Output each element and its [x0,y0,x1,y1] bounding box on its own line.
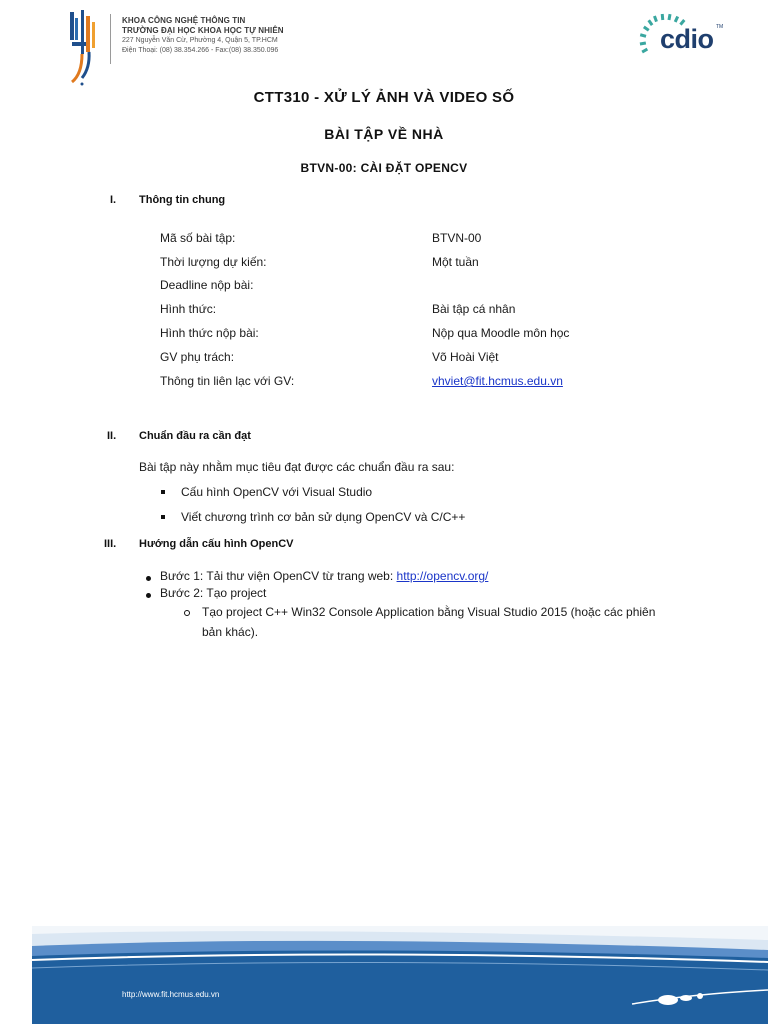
instructor-email-link[interactable]: vhviet@fit.hcmus.edu.vn [432,374,563,388]
section-2-intro: Bài tập này nhằm mục tiêu đạt được các chuẩn đầu ra sau: [139,460,455,474]
square-bullet-icon [161,490,165,494]
footer-website-url: http://www.fit.hcmus.edu.vn [122,990,220,999]
section-1-title: Thông tin chung [139,194,226,206]
course-title: CTT310 - XỬ LÝ ẢNH VÀ VIDEO SỐ [253,89,515,106]
info-label-duration: Thời lượng dự kiến: [160,255,267,269]
info-value-instructor: Võ Hoài Việt [432,350,499,364]
org-university: TRƯỜNG ĐẠI HỌC KHOA HỌC TỰ NHIÊN [122,26,284,35]
info-label-deadline: Deadline nộp bài: [160,278,254,292]
section-1-number: I. [110,194,117,206]
section-2-number: II. [107,430,117,442]
info-label-assignment-id: Mã số bài tập: [160,231,236,245]
document-title: BÀI TẬP VỀ NHÀ [324,126,444,142]
outcome-item-2: Viết chương trình cơ bản sử dụng OpenCV và C/C++ [181,510,466,524]
assignment-subtitle: BTVN-00: CÀI ĐẶT OPENCV [300,161,468,175]
step-1-text: Bước 1: Tải thư viện OpenCV từ trang web: [160,569,397,583]
footer-wave-banner [32,920,768,1024]
hollow-bullet-icon [184,610,190,616]
org-info [122,16,284,56]
round-bullet-icon [146,593,151,598]
info-value-duration: Một tuần [432,255,479,269]
outcome-item-1: Cấu hình OpenCV với Visual Studio [181,485,373,499]
info-label-submission: Hình thức nộp bài: [160,326,259,340]
section-3-number: III. [104,538,117,550]
org-address: 227 Nguyễn Văn Cừ, Phường 4, Quận 5, TP.HCM [122,37,278,44]
section-2-title: Chuẩn đầu ra cần đạt [139,430,251,442]
cdio-trademark: TM [716,24,724,30]
step-2-detail-line-1: Tạo project C++ Win32 Console Application bằng Visual Studio 2015 (hoặc các phiên [202,605,656,619]
step-2: Bước 2: Tạo project [160,586,267,600]
org-phone: Điện Thoại: (08) 38.354.266 - Fax:(08) 38.350.096 [122,47,279,54]
info-value-submission: Nộp qua Moodle môn học [432,326,570,340]
step-1 [160,569,488,583]
round-bullet-icon [146,576,151,581]
header-divider [110,14,111,64]
info-value-assignment-id: BTVN-00 [432,231,482,245]
opencv-website-link[interactable]: http://opencv.org/ [396,569,489,583]
info-value-format: Bài tập cá nhân [432,302,516,316]
step-2-detail-line-2: bản khác). [202,625,259,639]
info-label-format: Hình thức: [160,302,217,316]
square-bullet-icon [161,515,165,519]
info-label-contact: Thông tin liên lạc với GV: [160,374,295,388]
cdio-wordmark: cdio [660,24,714,54]
section-3-title: Hướng dẫn cấu hình OpenCV [139,538,294,550]
org-faculty: KHOA CÔNG NGHỆ THÔNG TIN [122,16,246,25]
info-label-instructor: GV phụ trách: [160,350,235,364]
fit-logo [64,8,104,86]
